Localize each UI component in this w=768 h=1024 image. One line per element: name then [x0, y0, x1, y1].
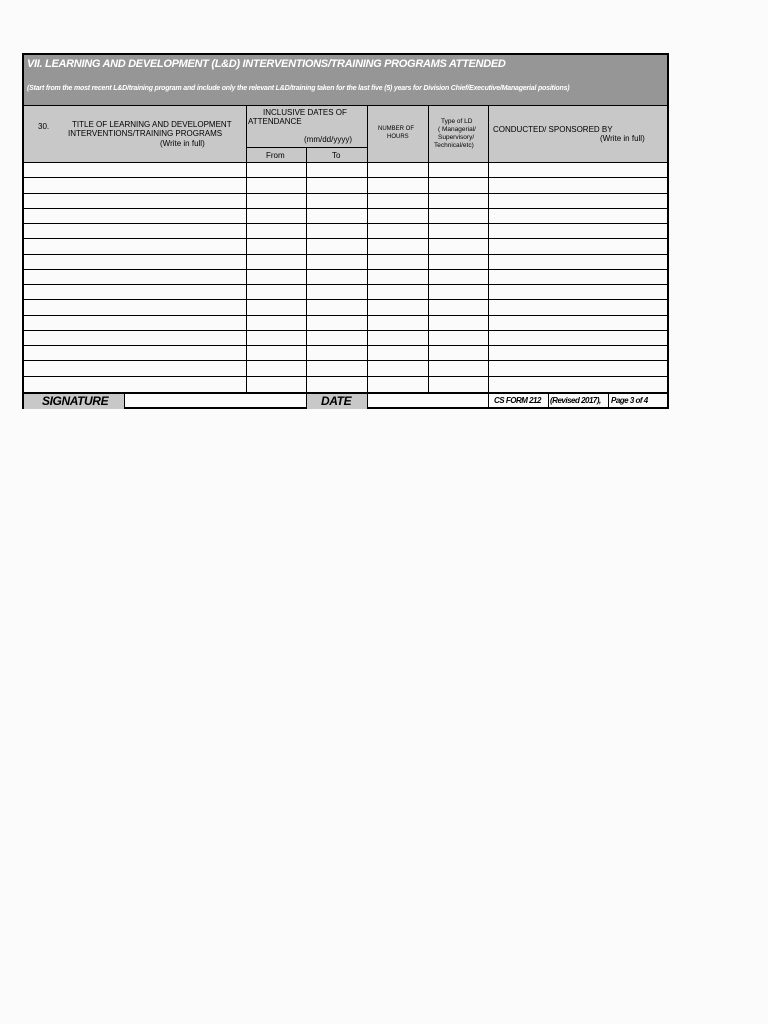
- form-name: CS FORM 212: [494, 396, 541, 405]
- title-cell[interactable]: [24, 224, 247, 238]
- table-row: [24, 178, 667, 193]
- type-header-line1: Type of LD: [441, 118, 473, 125]
- form-revision: (Revised 2017),: [550, 396, 601, 405]
- hours-cell[interactable]: [368, 163, 429, 177]
- to-date-cell[interactable]: [307, 239, 368, 253]
- from-date-cell[interactable]: [247, 285, 307, 299]
- title-cell[interactable]: [24, 361, 247, 375]
- type-cell[interactable]: [429, 316, 489, 330]
- hours-cell[interactable]: [368, 285, 429, 299]
- hours-cell[interactable]: [368, 316, 429, 330]
- table-row: [24, 270, 667, 285]
- to-date-cell[interactable]: [307, 300, 368, 314]
- signature-label-cell: [24, 394, 125, 409]
- to-date-cell[interactable]: [307, 178, 368, 192]
- type-cell[interactable]: [429, 194, 489, 208]
- type-cell[interactable]: [429, 331, 489, 345]
- title-cell[interactable]: [24, 285, 247, 299]
- conducted-by-cell[interactable]: [489, 300, 667, 314]
- conducted-column-header: [489, 106, 667, 163]
- hours-cell[interactable]: [368, 209, 429, 223]
- hours-cell[interactable]: [368, 224, 429, 238]
- conducted-by-cell[interactable]: [489, 270, 667, 284]
- conducted-header-write-in-full: (Write in full): [600, 134, 645, 143]
- hours-cell[interactable]: [368, 377, 429, 392]
- from-date-cell[interactable]: [247, 163, 307, 177]
- conducted-by-cell[interactable]: [489, 178, 667, 192]
- conducted-by-cell[interactable]: [489, 361, 667, 375]
- dates-column-header: [247, 106, 368, 148]
- type-cell[interactable]: [429, 163, 489, 177]
- conducted-by-cell[interactable]: [489, 239, 667, 253]
- conducted-header-line1: CONDUCTED/ SPONSORED BY: [493, 125, 613, 134]
- table-row: [24, 255, 667, 270]
- type-cell[interactable]: [429, 346, 489, 360]
- to-date-cell[interactable]: [307, 361, 368, 375]
- hours-cell[interactable]: [368, 346, 429, 360]
- type-cell[interactable]: [429, 224, 489, 238]
- title-header-line2: INTERVENTIONS/TRAINING PROGRAMS: [68, 129, 223, 138]
- signature-label: SIGNATURE: [42, 394, 109, 408]
- date-label: DATE: [321, 394, 352, 408]
- conducted-by-cell[interactable]: [489, 331, 667, 345]
- from-date-cell[interactable]: [247, 346, 307, 360]
- title-cell[interactable]: [24, 194, 247, 208]
- table-row: [24, 377, 667, 392]
- conducted-by-cell[interactable]: [489, 285, 667, 299]
- from-date-cell[interactable]: [247, 209, 307, 223]
- from-date-cell[interactable]: [247, 361, 307, 375]
- to-date-cell[interactable]: [307, 209, 368, 223]
- from-date-cell[interactable]: [247, 270, 307, 284]
- training-rows: [24, 163, 667, 392]
- table-row: [24, 331, 667, 346]
- date-field[interactable]: [368, 394, 489, 409]
- type-column-header: [429, 106, 489, 163]
- hours-cell[interactable]: [368, 239, 429, 253]
- from-column-header: [247, 148, 307, 163]
- title-cell[interactable]: [24, 331, 247, 345]
- title-column-header: [24, 106, 247, 163]
- from-date-cell[interactable]: [247, 377, 307, 392]
- to-date-cell[interactable]: [307, 194, 368, 208]
- type-cell[interactable]: [429, 361, 489, 375]
- from-date-cell[interactable]: [247, 224, 307, 238]
- from-date-cell[interactable]: [247, 178, 307, 192]
- page-number: Page 3 of 4: [611, 396, 648, 405]
- hours-column-header: [368, 106, 429, 163]
- revision-cell: [549, 394, 609, 409]
- title-header-write-in-full: (Write in full): [160, 139, 205, 148]
- hours-header-line1: NUMBER OF: [378, 126, 414, 132]
- hours-cell[interactable]: [368, 178, 429, 192]
- form-name-cell: [489, 394, 549, 409]
- to-date-cell[interactable]: [307, 270, 368, 284]
- conducted-by-cell[interactable]: [489, 224, 667, 238]
- title-cell[interactable]: [24, 209, 247, 223]
- hours-cell[interactable]: [368, 361, 429, 375]
- title-cell[interactable]: [24, 377, 247, 392]
- table-row: [24, 163, 667, 178]
- hours-cell[interactable]: [368, 300, 429, 314]
- to-date-cell[interactable]: [307, 331, 368, 345]
- from-date-cell[interactable]: [247, 316, 307, 330]
- table-row: [24, 194, 667, 209]
- type-cell[interactable]: [429, 209, 489, 223]
- title-cell[interactable]: [24, 163, 247, 177]
- table-row: [24, 346, 667, 361]
- type-cell[interactable]: [429, 178, 489, 192]
- title-header-line1: TITLE OF LEARNING AND DEVELOPMENT: [72, 120, 232, 129]
- conducted-by-cell[interactable]: [489, 209, 667, 223]
- to-date-cell[interactable]: [307, 346, 368, 360]
- section-header: [24, 55, 667, 106]
- table-row: [24, 209, 667, 224]
- type-cell[interactable]: [429, 270, 489, 284]
- conducted-by-cell[interactable]: [489, 377, 667, 392]
- from-date-cell[interactable]: [247, 239, 307, 253]
- to-column-header: [307, 148, 368, 163]
- hours-cell[interactable]: [368, 331, 429, 345]
- type-cell[interactable]: [429, 239, 489, 253]
- type-cell[interactable]: [429, 300, 489, 314]
- to-date-cell[interactable]: [307, 377, 368, 392]
- to-date-cell[interactable]: [307, 316, 368, 330]
- hours-header-line2: HOURS: [387, 134, 409, 140]
- dates-format: (mm/dd/yyyy): [304, 135, 352, 144]
- type-header-line4: Technical/etc): [434, 142, 474, 149]
- page-number-cell: [609, 394, 667, 409]
- conducted-by-cell[interactable]: [489, 194, 667, 208]
- type-cell[interactable]: [429, 255, 489, 269]
- table-row: [24, 316, 667, 331]
- item-number: 30.: [38, 122, 50, 131]
- to-date-cell[interactable]: [307, 285, 368, 299]
- dates-header-line2: ATTENDANCE: [248, 117, 302, 126]
- to-label: To: [332, 151, 341, 160]
- hours-cell[interactable]: [368, 194, 429, 208]
- table-row: [24, 285, 667, 300]
- section-title: VII. LEARNING AND DEVELOPMENT (L&D) INTERVENTIONS/TRAINING PROGRAMS ATTENDED: [27, 58, 506, 70]
- type-header-line3: Supervisory/: [438, 134, 475, 141]
- signature-field[interactable]: [125, 394, 307, 409]
- table-row: [24, 239, 667, 254]
- title-cell[interactable]: [24, 270, 247, 284]
- from-label: From: [266, 151, 285, 160]
- hours-cell[interactable]: [368, 270, 429, 284]
- type-cell[interactable]: [429, 285, 489, 299]
- title-cell[interactable]: [24, 255, 247, 269]
- date-label-cell: [307, 394, 368, 409]
- conducted-by-cell[interactable]: [489, 316, 667, 330]
- to-date-cell[interactable]: [307, 163, 368, 177]
- table-row: [24, 300, 667, 315]
- title-cell[interactable]: [24, 346, 247, 360]
- title-cell[interactable]: [24, 178, 247, 192]
- title-cell[interactable]: [24, 239, 247, 253]
- learning-development-form: [22, 53, 669, 409]
- footer-row: [24, 392, 667, 409]
- type-header-line2: ( Managerial/: [438, 126, 476, 133]
- to-date-cell[interactable]: [307, 224, 368, 238]
- type-cell[interactable]: [429, 377, 489, 392]
- table-row: [24, 361, 667, 376]
- from-date-cell[interactable]: [247, 331, 307, 345]
- conducted-by-cell[interactable]: [489, 163, 667, 177]
- from-date-cell[interactable]: [247, 194, 307, 208]
- title-cell[interactable]: [24, 300, 247, 314]
- to-date-cell[interactable]: [307, 255, 368, 269]
- conducted-by-cell[interactable]: [489, 346, 667, 360]
- title-cell[interactable]: [24, 316, 247, 330]
- from-date-cell[interactable]: [247, 300, 307, 314]
- dates-header-line1: INCLUSIVE DATES OF: [263, 108, 347, 117]
- table-row: [24, 224, 667, 239]
- section-instructions: (Start from the most recent L&D/training program and include only the relevant L&D/training taken for the last five (5) years for Division Chief/Executive/Managerial positions): [27, 85, 570, 92]
- conducted-by-cell[interactable]: [489, 255, 667, 269]
- hours-cell[interactable]: [368, 255, 429, 269]
- from-date-cell[interactable]: [247, 255, 307, 269]
